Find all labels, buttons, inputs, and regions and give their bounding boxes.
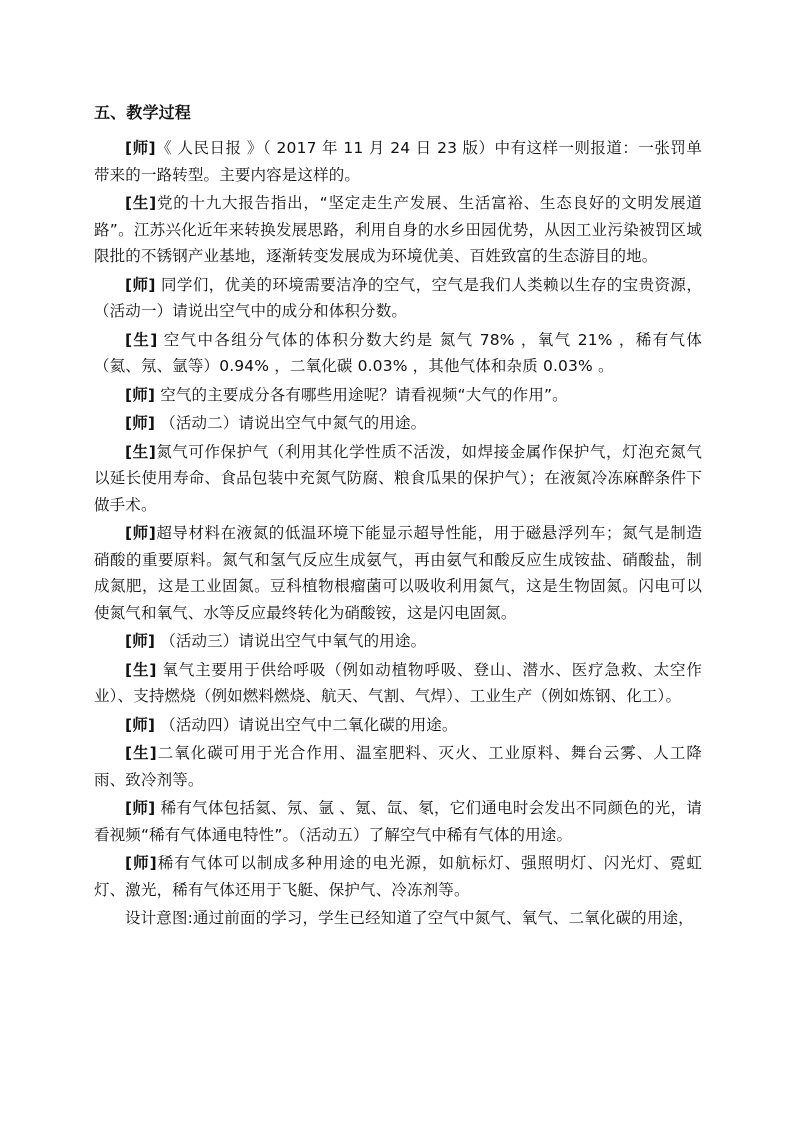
paragraph [94,135,702,188]
speaker-tag: [师] [125,275,156,294]
paragraph-text: 同学们，优美的环境需要洁净的空气，空气是我们人类赖以生存的宝贵资源，（活动一）请说出空气中的成分和体积分数。 [94,275,702,320]
paragraph [94,850,702,903]
paragraph [94,740,702,793]
paragraph-text: 稀有气体可以制成多种用途的电光源，如航标灯、强照明灯、闪光灯、霓虹灯、激光，稀有气体还用于飞艇、保护气、冷冻剂等。 [94,854,702,899]
speaker-tag: [师] [125,799,156,817]
paragraph [94,439,702,519]
speaker-tag: [师] [125,524,156,542]
paragraph-text: 氧气主要用于供给呼吸（例如动植物呼吸、登山、潜水、医疗急救、太空作业）、支持燃烧（例如燃料燃烧、航天、气割、气焊）、工业生产（例如炼钢、化工）。 [94,660,703,705]
paragraph-text: 超导材料在液氮的低温环境下能显示超导性能，用于磁悬浮列车；氮气是制造硝酸的重要原料。氮气和氢气反应生成氨气，再由氨气和酸反应生成铵盐、硝酸盐，制成氮肥，这是工业固氮。豆科植物根瘤菌可以吸收利用氮气，这是生物固氮。闪电可以使氮气和氧气、水等反应最终转化为硝酸铵，这是闪电固氮。 [94,524,703,622]
paragraph [94,272,702,325]
document-body [94,101,702,934]
paragraph-text: 设计意图:通过前面的学习，学生已经知道了空气中氮气、氧气、二氧化碳的用途， [125,909,694,927]
section-heading: 五、教学过程 [94,103,191,122]
speaker-tag: [师] [125,854,157,872]
speaker-tag: [师] [125,632,156,650]
speaker-tag: [师] [125,385,156,404]
speaker-tag: [生] [125,744,157,762]
speaker-tag: [师] [125,414,156,432]
paragraph [94,905,702,932]
paragraph [94,628,702,655]
speaker-tag: [师] [125,139,156,157]
paragraph [94,712,702,739]
paragraph [94,657,702,710]
paragraph-text: 氮气可作保护气（利用其化学性质不活泼，如焊接金属作保护气，灯泡充氮气以延长使用寿命、食品包装中充氮气防腐、粮食瓜果的保护气）；在液氮冷冻麻醉条件下做手术。 [94,442,703,514]
paragraph-text: （活动三）请说出空气中氧气的用途。 [155,632,427,650]
paragraph [94,382,702,409]
paragraph [94,795,702,848]
paragraph-text: 《 人民日报 》（ 2017 年 11 月 24 日 23 版）中有这样一则报道：一张罚单带来的一路转型。主要内容是这样的。 [94,139,702,184]
speaker-tag: [师] [125,715,156,734]
speaker-tag: [生] [125,660,157,679]
paragraph-text: 二氧化碳可用于光合作用、温室肥料、灭火、工业原料、舞台云雾、人工降雨、致冷剂等。 [94,744,702,789]
paragraph [94,190,702,270]
paragraph-text: （活动四）请说出空气中二氧化碳的用途。 [155,715,458,734]
paragraph-text: 空气的主要成分各有哪些用途呢？请看视频“大气的作用”。 [155,385,568,404]
paragraph-text: 党的十九大报告指出，“坚定走生产发展、生活富裕、生态良好的文明发展道路”。江苏兴化近年来转换发展思路，利用自身的水乡田园优势，从因工业污染被罚区域限批的不锈钢产业基地，逐渐转变发展成为环境优美、百姓致富的生态游目的地。 [94,194,702,265]
paragraph [94,520,702,626]
speaker-tag: [生] [125,194,157,212]
paragraph [94,410,702,437]
paragraph-text: 稀有气体包括氦、氖、氩 、氪、氙、氡，它们通电时会发出不同颜色的光，请看视频“稀有气体通电特性”。（活动五）了解空气中稀有气体的用途。 [94,799,702,844]
paragraph [94,327,702,380]
speaker-tag: [生] [125,330,158,349]
speaker-tag: [生] [125,442,156,461]
paragraph-list [94,135,702,932]
paragraph-text: （活动二）请说出空气中氮气的用途。 [155,414,427,432]
paragraph-text: 空气中各组分气体的体积分数大约是 氮气 78% ，氧气 21% ，稀有气体（氦、氖、氩等）0.94% ，二氧化碳 0.03% ，其他气体和杂质 0.03% 。 [94,330,702,375]
